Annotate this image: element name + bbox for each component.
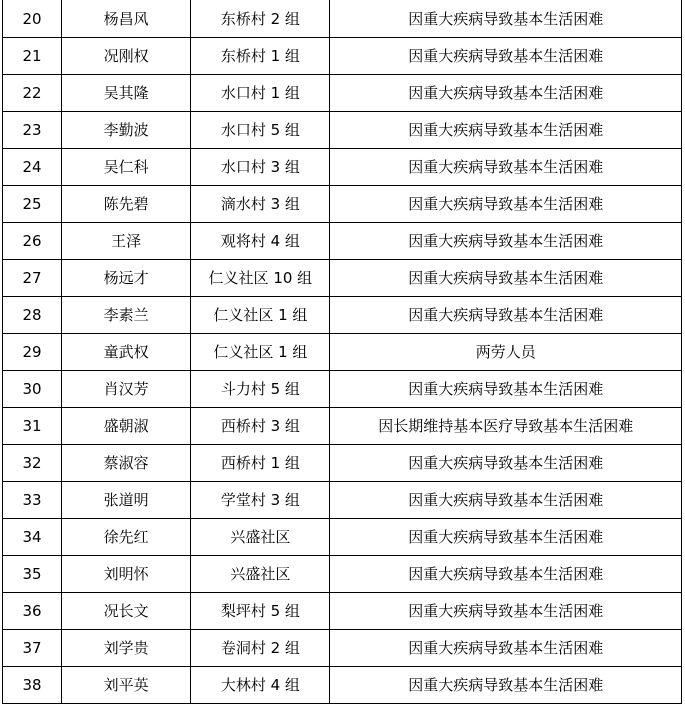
table-row	[3, 260, 682, 297]
table-row	[3, 186, 682, 223]
row-number-cell: 24	[3, 149, 62, 186]
assistance-list-table	[2, 0, 682, 704]
reason-cell: 因重大疾病导致基本生活困难	[330, 593, 682, 630]
reason-cell: 因重大疾病导致基本生活困难	[330, 630, 682, 667]
reason-cell: 因重大疾病导致基本生活困难	[330, 445, 682, 482]
row-number-cell: 21	[3, 38, 62, 75]
address-cell: 水口村 5 组	[191, 112, 330, 149]
table-row	[3, 482, 682, 519]
row-number-cell: 36	[3, 593, 62, 630]
person-name-cell: 王泽	[62, 223, 191, 260]
row-number-cell: 30	[3, 371, 62, 408]
person-name-cell: 肖汉芳	[62, 371, 191, 408]
row-number-cell: 22	[3, 75, 62, 112]
person-name-cell: 李勤波	[62, 112, 191, 149]
table-row	[3, 149, 682, 186]
row-number-cell: 20	[3, 0, 62, 38]
table-row	[3, 445, 682, 482]
reason-cell: 因重大疾病导致基本生活困难	[330, 297, 682, 334]
table-row	[3, 630, 682, 667]
table-row	[3, 223, 682, 260]
address-cell: 东桥村 1 组	[191, 38, 330, 75]
address-cell: 兴盛社区	[191, 519, 330, 556]
table-body	[3, 0, 682, 704]
row-number-cell: 32	[3, 445, 62, 482]
row-number-cell: 28	[3, 297, 62, 334]
reason-cell: 因重大疾病导致基本生活困难	[330, 260, 682, 297]
row-number-cell: 38	[3, 667, 62, 704]
reason-cell: 因重大疾病导致基本生活困难	[330, 519, 682, 556]
person-name-cell: 杨昌风	[62, 0, 191, 38]
table-row	[3, 112, 682, 149]
reason-cell: 因重大疾病导致基本生活困难	[330, 75, 682, 112]
address-cell: 兴盛社区	[191, 556, 330, 593]
address-cell: 仁义社区 10 组	[191, 260, 330, 297]
person-name-cell: 吴其隆	[62, 75, 191, 112]
address-cell: 仁义社区 1 组	[191, 334, 330, 371]
row-number-cell: 23	[3, 112, 62, 149]
person-name-cell: 刘明怀	[62, 556, 191, 593]
person-name-cell: 刘学贵	[62, 630, 191, 667]
row-number-cell: 29	[3, 334, 62, 371]
reason-cell: 因重大疾病导致基本生活困难	[330, 0, 682, 38]
row-number-cell: 33	[3, 482, 62, 519]
address-cell: 大林村 4 组	[191, 667, 330, 704]
address-cell: 东桥村 2 组	[191, 0, 330, 38]
person-name-cell: 徐先红	[62, 519, 191, 556]
reason-cell: 因长期维持基本医疗导致基本生活困难	[330, 408, 682, 445]
reason-cell: 因重大疾病导致基本生活困难	[330, 38, 682, 75]
table-row	[3, 334, 682, 371]
person-name-cell: 童武权	[62, 334, 191, 371]
reason-cell: 因重大疾病导致基本生活困难	[330, 667, 682, 704]
person-name-cell: 刘平英	[62, 667, 191, 704]
address-cell: 仁义社区 1 组	[191, 297, 330, 334]
table-row	[3, 75, 682, 112]
row-number-cell: 27	[3, 260, 62, 297]
reason-cell: 因重大疾病导致基本生活困难	[330, 482, 682, 519]
address-cell: 卷洞村 2 组	[191, 630, 330, 667]
person-name-cell: 吴仁科	[62, 149, 191, 186]
reason-cell: 因重大疾病导致基本生活困难	[330, 371, 682, 408]
reason-cell: 两劳人员	[330, 334, 682, 371]
table-row	[3, 556, 682, 593]
reason-cell: 因重大疾病导致基本生活困难	[330, 149, 682, 186]
address-cell: 斗力村 5 组	[191, 371, 330, 408]
row-number-cell: 25	[3, 186, 62, 223]
table-row	[3, 408, 682, 445]
address-cell: 西桥村 3 组	[191, 408, 330, 445]
table-row	[3, 297, 682, 334]
person-name-cell: 盛朝淑	[62, 408, 191, 445]
person-name-cell: 况刚权	[62, 38, 191, 75]
address-cell: 水口村 1 组	[191, 75, 330, 112]
person-name-cell: 杨远才	[62, 260, 191, 297]
row-number-cell: 26	[3, 223, 62, 260]
table-row	[3, 371, 682, 408]
address-cell: 学堂村 3 组	[191, 482, 330, 519]
table-row	[3, 519, 682, 556]
address-cell: 观将村 4 组	[191, 223, 330, 260]
table-row	[3, 593, 682, 630]
address-cell: 梨坪村 5 组	[191, 593, 330, 630]
person-name-cell: 李素兰	[62, 297, 191, 334]
person-name-cell: 陈先碧	[62, 186, 191, 223]
table-row	[3, 667, 682, 704]
reason-cell: 因重大疾病导致基本生活困难	[330, 556, 682, 593]
row-number-cell: 37	[3, 630, 62, 667]
person-name-cell: 张道明	[62, 482, 191, 519]
table-row	[3, 38, 682, 75]
address-cell: 水口村 3 组	[191, 149, 330, 186]
reason-cell: 因重大疾病导致基本生活困难	[330, 186, 682, 223]
row-number-cell: 31	[3, 408, 62, 445]
reason-cell: 因重大疾病导致基本生活困难	[330, 223, 682, 260]
table-row	[3, 0, 682, 38]
address-cell: 西桥村 1 组	[191, 445, 330, 482]
row-number-cell: 35	[3, 556, 62, 593]
row-number-cell: 34	[3, 519, 62, 556]
person-name-cell: 蔡淑容	[62, 445, 191, 482]
address-cell: 滴水村 3 组	[191, 186, 330, 223]
person-name-cell: 况长文	[62, 593, 191, 630]
reason-cell: 因重大疾病导致基本生活困难	[330, 112, 682, 149]
